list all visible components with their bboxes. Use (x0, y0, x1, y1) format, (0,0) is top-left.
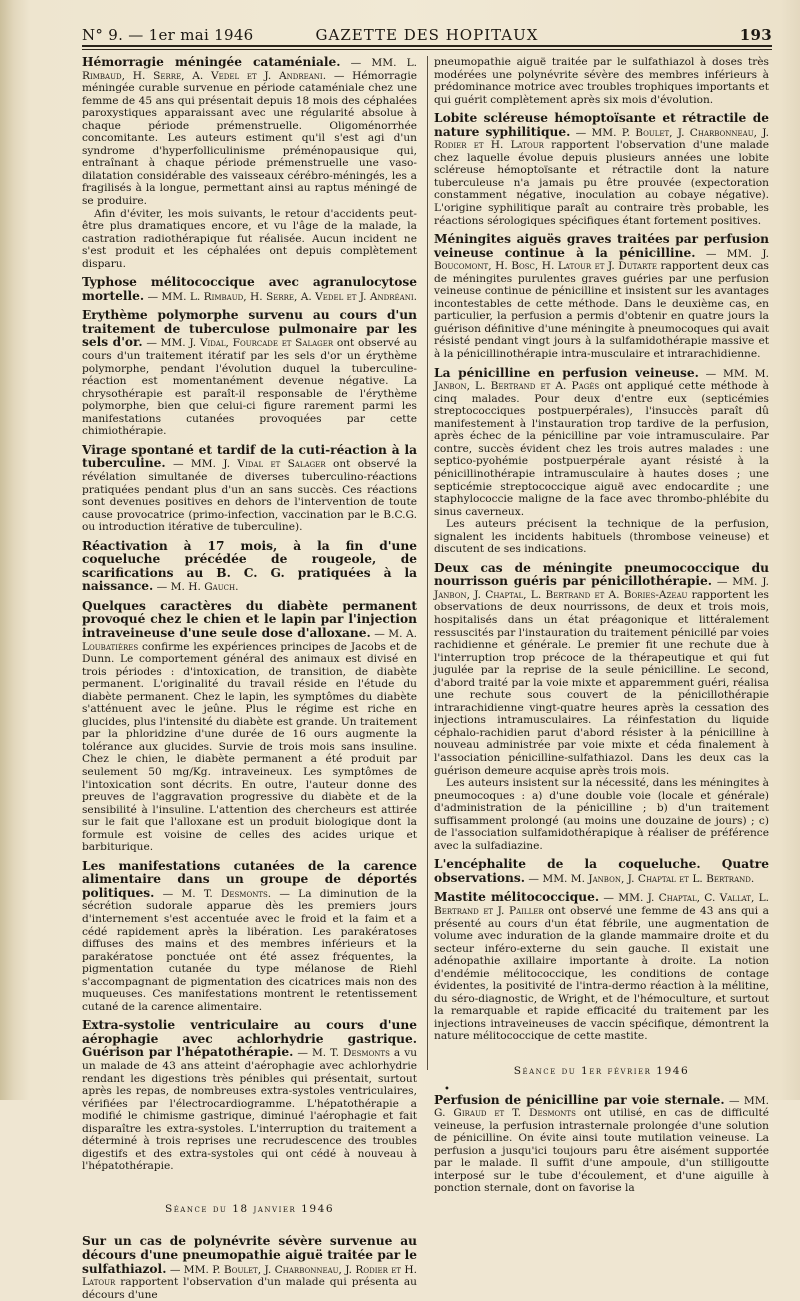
article-body: rapportent les observations de deux nourrissons, de deux et trois mois, hospitalisés dans un état préagonique et littéralement ressuscités par l'instauration du traitement pénicillé par voies rachidienne et générale. Le premier fit une rechute due à l'interruption trop précoce de la thérapeutique et qui fut jugulée par la reprise de la seule pénicilline. Le second, d'abord traité par la voie mixte et apparemment guéri, réalisa une rechute sous couvert de la pénicillothérapie intrarachidienne vingt-quatre heures après la cessation des injections intramusculaires. La réinfestation du liquide céphalo-rachidien parut d'abord résister à la pénicilline à nouveau administrée par voie mixte et céda finalement à l'association pénicilline-sulfathiazol. Dans les deux cas la guérison demeure acquise après trois mois. (434, 588, 769, 777)
article (82, 444, 417, 534)
header-rule-thin (82, 49, 772, 50)
article-authors: — MM. J. Boucomont, H. Bosc, H. Latour et J. Dutarte (434, 247, 769, 273)
article-authors: — M. A. Loubatières (82, 627, 418, 653)
article-lead (434, 367, 769, 519)
article-authors: — MM. M. Janbon, L. Bertrand et A. Pagès (434, 367, 769, 393)
right-column (434, 56, 769, 1195)
article-lead (82, 444, 417, 534)
article-paragraph: Les auteurs précisent la technique de la perfusion, signalent les incidents habituels (thrombose veineuse) et discutent de ses indications. (434, 518, 769, 556)
article-authors: — MM. L. Rimbaud, H. Serre, A. Vedel et J. Andreani. (82, 57, 417, 82)
article-authors: — MM. P. Boulet, J. Charbonneau, J. Rodier et H. Latour (434, 126, 769, 152)
article-body: confirme les expériences principes de Jacobs et de Dunn. Le comportement général des animaux est divisé en trois périodes : d'intoxication, de transition, de diabète permanent. L'originalité du travail réside en l'étude du diabète permanent. Chez le lapin, les symptômes du diabète s'atténuent avec le jeûne. Plus le régime est riche en glucides, plus l'intensité du diabète est grande. Un traitement par la phloridzine d'une durée de 16 ours augmente la tolérance aux glucides. Survie de trois mois sans insuline. Chez le chien, le diabète permanent a été produit par seulement 50 mg/Kg. intraveineux. Les symptômes de l'intoxication sont décrits. En outre, l'auteur donne des preuves de l'aggravation progressive du diabète et de la sensibilité à l'insuline. L'attention des chercheurs est attirée sur le fait que l'alloxane est un produit biologique dont la formule est voisine de celles des acides urique et barbiturique. (82, 640, 417, 854)
article-body: ont observé une femme de 43 ans qui a présenté au cours d'un état fébrile, une augmentation de volume avec induration de la glande mammaire droite et du secteur inféro-externe du sein gauche. Il existait une adénopathie axillaire importante à droite. La notion d'endémie mélitococcique, les conditions de contage évidentes, la positivité de l'intra-dermo réaction à la mélitine, du séro-diagnostic, de Wright, et de l'hémoculture, et surtout la remarquable et rapide efficacité du traitement par les injections intraveineuses de vaccin spécifique, démontrent la nature mélitococcique de cette mastite. (434, 905, 769, 1043)
article-title: Méningites aiguës graves traitées par perfusion veineuse continue à la pénicilline. (434, 232, 769, 260)
article-body: rapportent l'observation d'un malade qui présenta au décours d'une (82, 1276, 417, 1301)
article-authors: — MM. P. Boulet, J. Charbonneau, J. Rodier et H. Latour (82, 1263, 418, 1289)
article (434, 891, 769, 1043)
article-body: ont observé la révélation simultanée de diverses tuberculino-réactions pratiquées pendant plus d'un an sans succès. Ces réactions sont devenues positives en dehors de l'intervention de toute cause provocatrice (primo-infection, vaccination par le B.C.G. ou introduction itérative de tuberculine). (82, 458, 417, 534)
article (82, 1019, 417, 1173)
article (82, 540, 417, 594)
article-lead (434, 233, 769, 360)
article-title: Deux cas de méningite pneumococcique du nourrisson guéris par pénicillothérapie. (434, 560, 769, 589)
journal-title: GAZETTE DES HOPITAUX (315, 26, 539, 44)
article-body: ont utilisé, en cas de difficulté veineuse, la perfusion intrasternale prolongée d'une solution de pénicilline. On évite ainsi toute mutilation veineuse. La perfusion a jusqu'ici toujours paru être aisément supportée par le malade. Il suffit d'une ampoule, d'un stilligoutte interposé sur le tube d'écoulement, et d'une aiguille à ponction sternale, dont on favorise la (434, 1107, 769, 1195)
right-articles (434, 56, 769, 1043)
article-authors: — MM. J. Janbon, J. Chaptal, L. Bertrand et A. Bories-Azeau (434, 576, 769, 601)
article (82, 309, 417, 437)
article-body: — La diminution de la sécrétion sudorale apparue dès les premiers jours d'internement s'est accentuée avec le froid et la faim et a cédé rapidement après la libération. Les parakératoses diffuses des mains et des membres inférieurs et la parakératose ponctuée ont été assez fréquentes, la pigmentation cutanée du type mélanose de Riehl s'accompagnant de pigmentation des cicatrices mais non des muqueuses. Ces manifestations montrent le retentissement cutané de la carence alimentaire. (82, 887, 417, 1013)
article-title: Erythème polymorphe survenu au cours d'un traitement de tuberculose pulmonaire par les sels d'or. (82, 308, 417, 350)
article-title: Hémorragie méningée cataméniale. (82, 55, 341, 69)
left-column (82, 55, 418, 1301)
left-articles (82, 56, 417, 1173)
article-authors: — M. T. Desmonts (297, 1047, 390, 1060)
article-lead (82, 309, 417, 437)
issue-date: N° 9. — 1er mai 1946 (82, 26, 254, 44)
article-authors: — MM. J. Vidal et Salager (172, 458, 326, 471)
article-lead (434, 56, 769, 106)
article-body: pneumopathie aiguë traitée par le sulfathiazol à doses très modérées une polynévrite sévère des membres inférieurs à prédominance motrice avec troubles trophiques importants et qui guérit complètement après six mois d'évolution. (434, 56, 769, 106)
article-body: rapportent deux cas de méningites purulentes graves guéries par une perfusion veineuse continue de pénicilline et insistent sur les avantages incontestables de cette méthode. Dans le deuxième cas, en particulier, la perfusion a permis d'obtenir en quatre jours la guérison définitive d'une méningite à pneumocoques qui avait résisté pendant vingt jours à la sulfamidothérapie massive et à la pénicillinothérapie intra-musculaire et intrarachidienne. (434, 260, 769, 361)
article-lead (82, 1235, 417, 1301)
article-lead (434, 858, 769, 885)
article-title: Les manifestations cutanées de la carence alimentaire dans un groupe de déportés politiques. (82, 858, 417, 900)
article-title: Typhose mélitococcique avec agranulocytose mortelle. (82, 275, 417, 303)
article-authors: — M. H. Gauch. (156, 581, 239, 594)
article-authors: — M. T. Desmonts. (162, 887, 272, 900)
article-authors: — MM. J. Chaptal, C. Vallat, L. Bertrand et J. Pailler (434, 892, 769, 917)
article-body: ont appliqué cette méthode à cinq malades. Pour deux d'entre eux (septicémies streptococciques postpuerpérales), l'insuccès paraît dû manifestement à l'instauration trop tardive de la perfusion, après échec de la pénicilline par voie intramusculaire. Par contre, succès évident chez les trois autres malades : une septico-pyohémie postpuerpérale ayant résisté à la pénicillinothérapie intramusculaire à hautes doses ; une septicémie streptococcique aiguë avec endocardite ; une staphylococcie maligne de la face avec thrombo-phlébite du sinus caverneux. (434, 380, 769, 518)
right-articles-after (434, 1094, 769, 1195)
session-heading: Séance du 18 janvier 1946 (164, 1202, 335, 1215)
article-body: rapportent l'observation d'une malade chez laquelle évolue depuis plusieurs années une lobite scléreuse hémoptoïsante et rétractile dont la nature tuberculeuse n'a jamais pu être prouvée (expectoration constamment négative, inoculation au cobaye négative). L'origine syphilitique paraît au contraire très probable, les réactions sérologiques spécifiques étant fortement positives. (434, 139, 769, 227)
article-authors: — MM. M. Janbon, J. Chaptal et L. Bertrand. (528, 872, 755, 885)
page-header (82, 22, 772, 44)
article-body: ont observé au cours d'un traitement itératif par les sels d'or un érythème polymorphe, pendant l'évolution duquel la tuberculine-réaction est momentanément devenue négative. La chrysothérapie est paraît-il responsable de l'érythème polymorphe, bien que celui-ci figure rarement parmi les manifestations cutanées provoquées par cette chimiothérapie. (82, 337, 418, 438)
article-lead (434, 1094, 769, 1195)
article (82, 1235, 417, 1301)
article-authors: — MM. J. Vidal, Fourcade et Salager (146, 337, 334, 350)
article (434, 1094, 769, 1195)
article-lead (82, 1019, 417, 1173)
article-lead (82, 600, 417, 854)
article-body: — Hémorragie méningée curable survenue en période cataméniale chez une femme de 45 ans qui présentait depuis 18 mois des céphalées paroxystiques apparaissant avec une régularité absolue à chaque période prémenstruelle. Oligoménorrhée concomitante. Les auteurs estiment qu'il s'est agi d'un syndrome d'hyperfolliculinisme préménopausique qui, entraînant à chaque période prémenstruelle une vaso-dilatation considérable des vaisseaux cérébro-méningés, les a fragilisés à la longue, permettant ainsi au raptus méningé de se produire. (82, 69, 417, 208)
article-title: Perfusion de pénicilline par voie sternale. (434, 1092, 725, 1107)
article (82, 276, 417, 303)
article-title: Réactivation à 17 mois, à la fin d'une coqueluche précédée de rougeole, de scarifications au B. C. G. pratiquées à la naissance. (82, 538, 417, 594)
article-title: Extra-systolie ventriculaire au cours d'une aérophagie avec achlorhydrie gastrique. Guérison par l'hépatothérapie. (82, 1018, 417, 1060)
article-title: Quelques caractères du diabète permanent provoqué chez le chien et le lapin par l'injection intraveineuse d'une seule dose d'alloxane. (82, 598, 417, 640)
article-lead (82, 540, 417, 594)
article-body: a vu un malade de 43 ans atteint d'aérophagie avec achlorhydrie rendant les digestions très pénibles qui présentait, surtout après les repas, de nombreuses extra-systoles ventriculaires, vérifiées par l'électrocardiogramme. L'hépatothérapie a modifié le chimisme gastrique, diminué l'aérophagie et fait disparaître les extra-systoles. L'interruption du traitement a déterminé à trois reprises une recrudescence des troubles digestifs et des extra-systoles qui ont cédé à nouveau à l'hépatothérapie. (82, 1047, 418, 1173)
article-title: La pénicilline en perfusion veineuse. (434, 365, 699, 380)
article (434, 56, 769, 106)
article-title: Virage spontané et tardif de la cuti-réaction à la tuberculine. (82, 442, 417, 471)
article-lead (82, 276, 417, 303)
article-title: Sur un cas de polynévrite sévère survenue au décours d'une pneumopathie aiguë traitée par le sulfathiazol. (82, 1234, 417, 1276)
article-title: Lobite scléreuse hémoptoïsante et rétractile de nature syphilitique. (434, 111, 769, 139)
article-paragraph: Les auteurs insistent sur la nécessité, dans les méningites à pneumocoques : a) d'une double voie (locale et générale) d'administration de la pénicilline ; b) d'un traitement suffisamment prolongé (au moins une douzaine de jours) ; c) de l'association sulfamidothérapique à réaliser de préférence avec la sulfadiazine. (434, 777, 769, 852)
bullet-mark: • (444, 1083, 450, 1095)
page-number: 193 (739, 26, 772, 44)
article-paragraph: Afin d'éviter, les mois suivants, le retour d'accidents peut-être plus dramatiques encore, et vu l'âge de la malade, la castration radiothérapique fut réalisée. Aucun incident ne s'est produit et les céphalées ont depuis complètement disparu. (82, 207, 417, 270)
article (82, 56, 417, 270)
column-divider (427, 56, 428, 1070)
article-lead (434, 562, 769, 777)
article (434, 858, 769, 885)
left-articles-after (82, 1235, 417, 1301)
article-authors: — MM. L. Rimbaud, H. Serre, A. Vedel et J. Andréani. (147, 290, 417, 303)
article (434, 562, 769, 853)
article-lead (434, 112, 769, 227)
article (82, 860, 417, 1014)
article (434, 233, 769, 360)
article (434, 112, 769, 227)
article-title: L'encéphalite de la coqueluche. Quatre observations. (434, 857, 769, 885)
header-rule (82, 45, 772, 47)
article-lead (82, 860, 417, 1014)
article-title: Mastite mélitococcique. (434, 890, 600, 905)
article-authors: — MM. G. Giraud et T. Desmonts (434, 1094, 769, 1120)
article-lead (434, 891, 769, 1043)
article-lead (82, 56, 417, 208)
article (82, 600, 417, 854)
article (434, 367, 769, 556)
session-heading: Séance du 1er février 1946 (513, 1065, 690, 1078)
